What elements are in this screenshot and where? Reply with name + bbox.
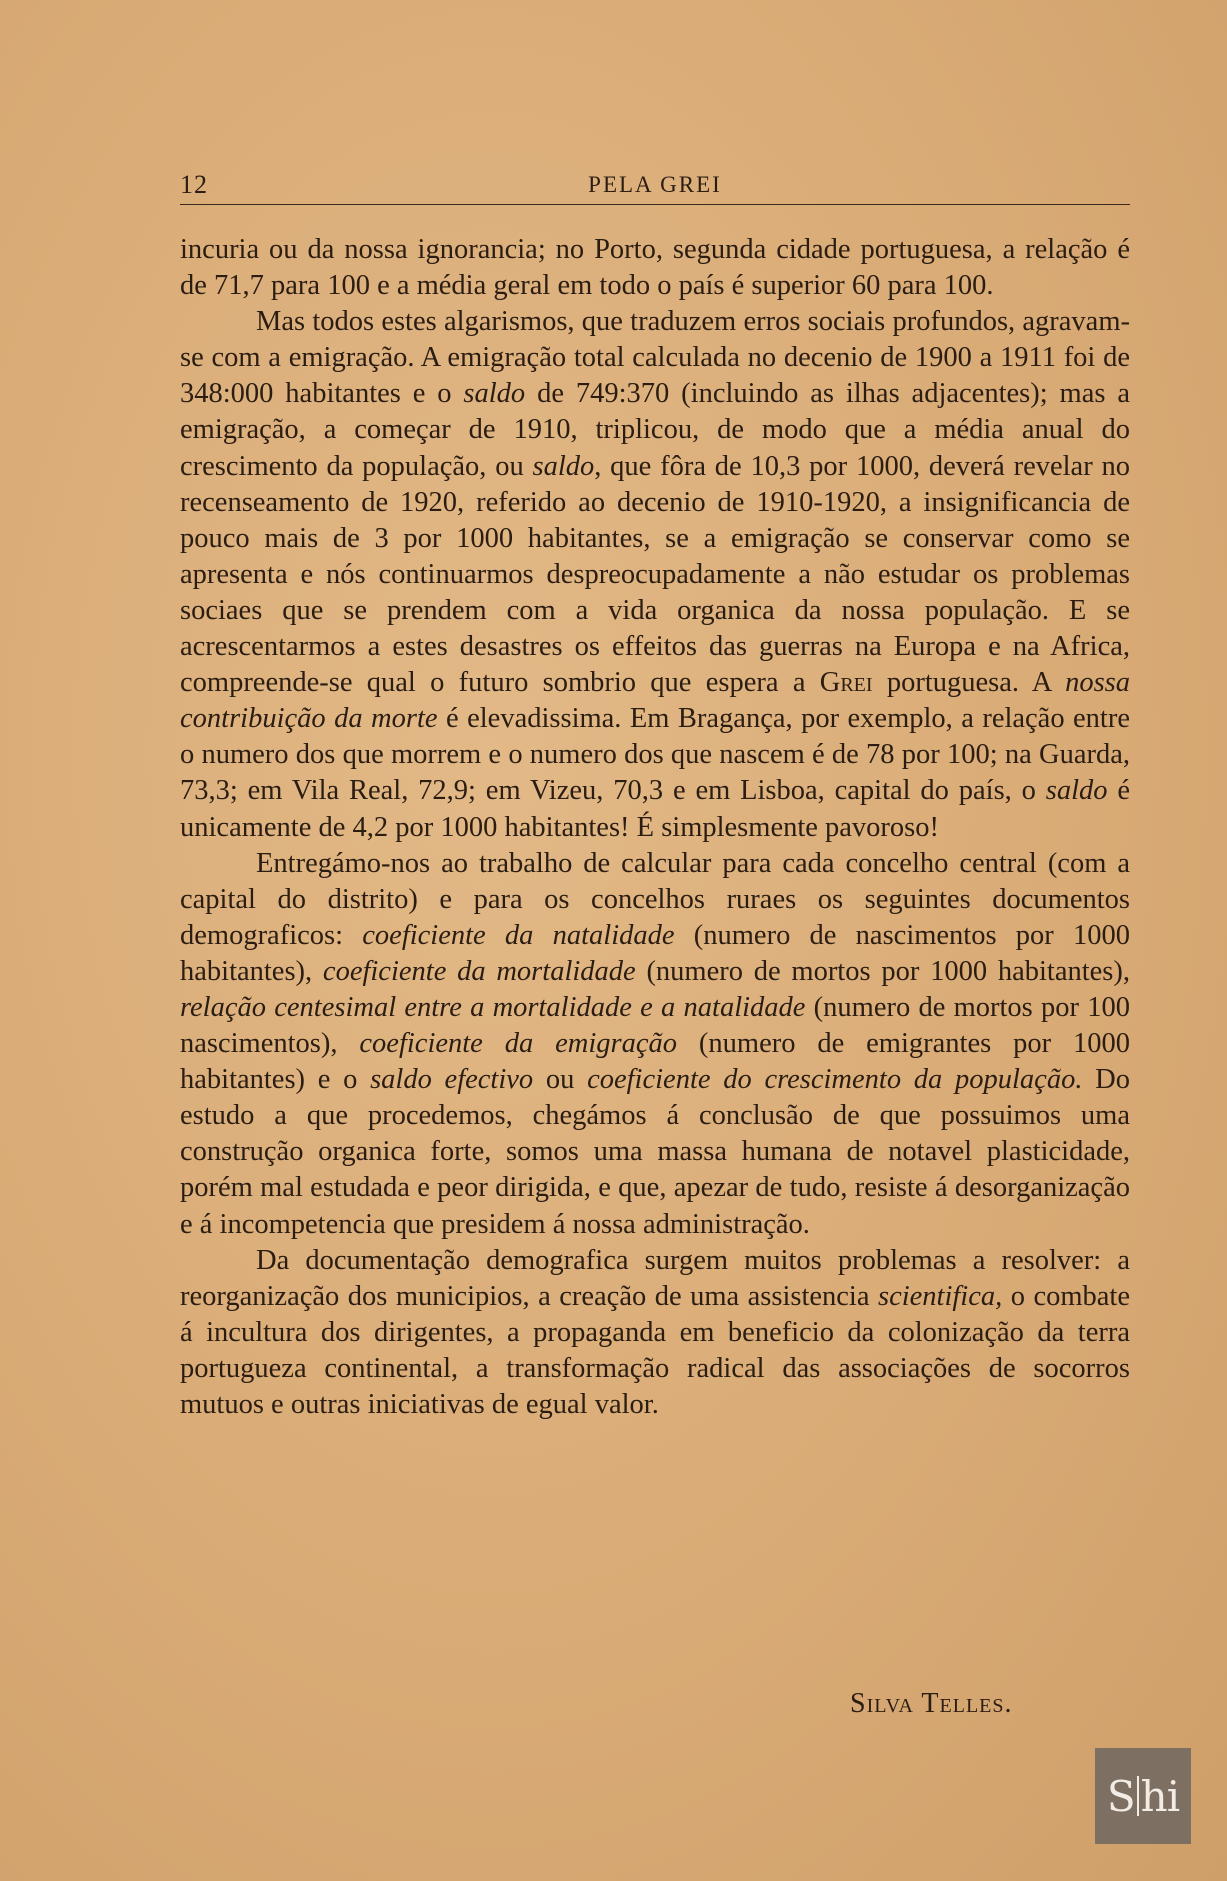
author-signature: Silva Telles. <box>850 1688 1013 1719</box>
text-run: (numero de emigrantes por 1000 habitantes) e o <box>180 1028 1130 1096</box>
text-run: (numero de mortos por 100 nascimentos), <box>180 991 1130 1060</box>
text-run: ou <box>533 1064 588 1096</box>
italic-text-run: coeficiente da emigração <box>359 1028 678 1060</box>
text-run: portuguesa. A <box>872 667 1066 699</box>
library-stamp-logo <box>1095 1748 1191 1844</box>
smallcaps-text-run: Grei <box>819 667 873 699</box>
stamp-separator <box>1137 1776 1139 1816</box>
paragraph <box>180 1243 1130 1423</box>
text-run: Da documentação demografica surgem muitos problemas a resolver: a reorganização dos municipios, a creação de uma assistencia <box>180 1244 1130 1312</box>
running-title: PELA GREI <box>588 172 722 197</box>
italic-text-run: coeficiente da mortalidade <box>322 955 636 987</box>
italic-text-run: coeficiente do crescimento da população. <box>587 1064 1083 1096</box>
text-run: (numero de nascimentos por 1000 habitantes), <box>180 919 1131 987</box>
paragraph <box>180 846 1130 1243</box>
italic-text-run: coeficiente da natalidade <box>362 919 675 951</box>
text-run: (numero de mortos por 1000 habitantes), <box>635 955 1130 987</box>
text-run: é unicamente de 4,2 por 1000 habitantes! É simplesmente pavoroso! <box>180 775 1130 843</box>
page-number: 12 <box>180 170 208 199</box>
text-run: Entregámo-nos ao trabalho de calcular para cada concelho central (com a capital do distrito) e para os concelhos ruraes os seguintes documentos demograficos: <box>180 847 1130 951</box>
text-run: incuria ou da nossa ignorancia; no Porto, segunda cidade portuguesa, a relação é de 71,7 para 100 e a média geral em todo o país é superior 60 para 100. <box>180 234 1130 302</box>
italic-text-run: saldo efectivo <box>370 1064 534 1096</box>
italic-text-run: saldo <box>1045 775 1108 807</box>
italic-text-run: relação centesimal entre a mortalidade e a natalidade <box>180 991 806 1023</box>
italic-text-run: nossa contribuição da morte <box>180 667 1130 735</box>
stamp-letter-left: S <box>1106 1771 1135 1821</box>
text-run: Mas todos estes algarismos, que traduzem erros sociais profundos, agravam-se com a emigração. A emigração total calculada no decenio de 1900 a 1911 foi de 348:000 habitantes e o <box>180 306 1130 410</box>
italic-text-run: saldo <box>532 450 595 482</box>
text-run: , que fôra de 10,3 por 1000, deverá revelar no recenseamento de 1920, referido ao decenio de 1910-1920, a insignificancia de pouco mais de 3 por 1000 habitantes, se a emigração se conservar como se apresenta e nós continuarmos despreocupadamente a não estudar os problemas sociaes que se prendem com a vida organica da nossa população. E se acrescentarmos a estes desastres os effeitos das guerras na Europa e na Africa, compreende-se qual o futuro sombrio que espera a <box>180 450 1130 699</box>
italic-text-run: saldo <box>463 378 526 410</box>
stamp-letter-right: hi <box>1140 1771 1180 1821</box>
page-header <box>180 170 1130 205</box>
paragraph <box>180 232 1130 304</box>
text-run: o combate á incultura dos dirigentes, a propaganda em beneficio da colonização da terra portugueza continental, a transformação radical das associações de socorros mutuos e outras iniciativas de egual valor. <box>180 1280 1130 1420</box>
text-run: é elevadissima. Em Bragança, por exemplo, a relação entre o numero dos que morrem e o numero dos que nascem é de 78 por 100; na Guarda, 73,3; em Vila Real, 72,9; em Vizeu, 70,3 e em Lisboa, capital do país, o <box>180 703 1130 807</box>
text-run: Do estudo a que procedemos, chegámos á conclusão de que possuimos uma construção organica forte, somos uma massa humana de notavel plasticidade, porém mal estudada e peor dirigida, e que, apezar de tudo, resiste á desorganização e á incompetencia que presidem á nossa administração. <box>180 1064 1130 1240</box>
body-text <box>180 232 1130 1423</box>
italic-text-run: scientifica, <box>877 1280 1003 1312</box>
text-run: de 749:370 (incluindo as ilhas adjacentes); mas a emigração, a começar de 1910, triplicou, de modo que a média anual do crescimento da população, ou <box>180 378 1130 482</box>
paragraph <box>180 304 1130 845</box>
